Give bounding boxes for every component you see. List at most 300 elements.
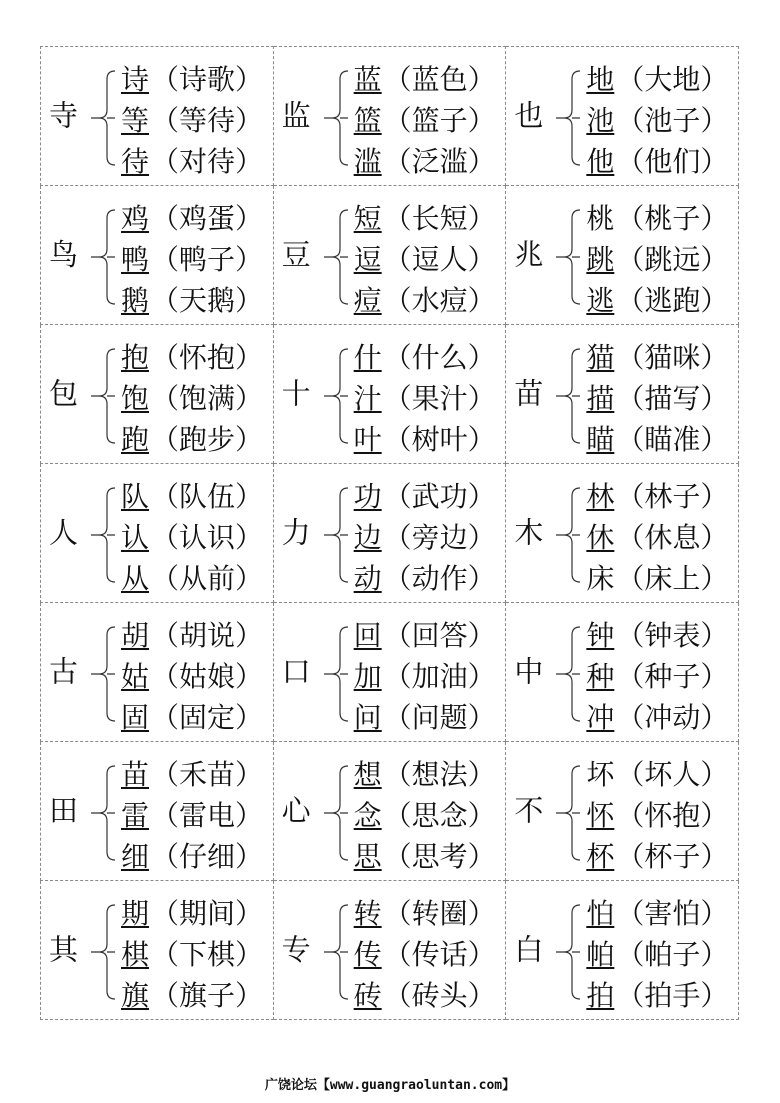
derived-item [354, 656, 496, 697]
grid-cell [273, 186, 506, 325]
example-word: （仔细） [151, 839, 264, 873]
example-word: （旗子） [151, 978, 264, 1012]
example-word: （害怕） [616, 896, 729, 930]
example-word: （他们） [616, 144, 729, 178]
derived-character: 从 [121, 561, 150, 595]
derived-character: 汁 [353, 381, 382, 415]
derived-item [354, 697, 496, 738]
character-group [274, 325, 506, 463]
derived-list [354, 476, 496, 599]
derived-list [121, 754, 263, 877]
example-word: （队伍） [151, 479, 264, 513]
grid-cell [41, 325, 274, 464]
example-word: （思考） [383, 839, 496, 873]
character-group [506, 881, 738, 1019]
derived-list [354, 337, 496, 460]
example-word: （思念） [383, 798, 496, 832]
derived-list [586, 476, 728, 599]
derived-list [586, 754, 728, 877]
example-word: （饱满） [151, 381, 264, 415]
example-word: （怀抱） [151, 340, 264, 374]
example-word: （猫咪） [616, 340, 729, 374]
example-word: （传话） [383, 937, 496, 971]
derived-character: 跑 [121, 422, 150, 456]
character-grid [40, 46, 739, 1020]
example-word: （树叶） [383, 422, 496, 456]
grid-cell [41, 47, 274, 186]
derived-character: 钟 [586, 618, 615, 652]
character-group [41, 47, 273, 185]
example-word: （动作） [383, 561, 496, 595]
derived-list [586, 337, 728, 460]
example-word: （蓝色） [383, 62, 496, 96]
example-word: （泛滥） [383, 144, 496, 178]
derived-character: 苗 [121, 757, 150, 791]
derived-character: 篮 [353, 103, 382, 137]
grid-row [41, 464, 739, 603]
example-word: （钟表） [616, 618, 729, 652]
derived-character: 桃 [586, 201, 615, 235]
example-word: （诗歌） [151, 62, 264, 96]
example-word: （床上） [616, 561, 729, 595]
base-character: 木 [514, 515, 544, 550]
derived-character: 传 [353, 937, 382, 971]
grid-body [41, 47, 739, 1020]
grid-cell [273, 742, 506, 881]
derived-item [121, 836, 263, 877]
brace-icon [85, 69, 121, 167]
derived-character: 叶 [353, 422, 382, 456]
derived-item [354, 836, 496, 877]
derived-item [354, 975, 496, 1016]
brace-icon [318, 69, 354, 167]
derived-character: 等 [121, 103, 150, 137]
derived-item [354, 198, 496, 239]
derived-item [121, 893, 263, 934]
derived-character: 饱 [121, 381, 150, 415]
base-character: 豆 [281, 237, 311, 272]
brace-icon [550, 764, 586, 862]
derived-list [354, 198, 496, 321]
derived-character: 冲 [586, 700, 615, 734]
derived-item [121, 476, 263, 517]
derived-list [586, 893, 728, 1016]
brace-icon [85, 486, 121, 584]
derived-item [586, 280, 728, 321]
derived-character: 拍 [586, 978, 615, 1012]
grid-cell [41, 603, 274, 742]
brace-icon [550, 625, 586, 723]
derived-list [121, 198, 263, 321]
grid-row [41, 603, 739, 742]
derived-list [354, 754, 496, 877]
derived-character: 待 [121, 144, 150, 178]
derived-character: 帕 [586, 937, 615, 971]
derived-item [121, 337, 263, 378]
base-character: 力 [281, 515, 311, 550]
derived-item [354, 141, 496, 182]
base-character: 兆 [514, 237, 544, 272]
derived-item [121, 239, 263, 280]
derived-list [121, 59, 263, 182]
example-word: （对待） [151, 144, 264, 178]
derived-item [121, 59, 263, 100]
character-group [41, 464, 273, 602]
example-word: （雷电） [151, 798, 264, 832]
character-group [274, 603, 506, 741]
derived-list [121, 615, 263, 738]
brace-icon [318, 347, 354, 445]
derived-character: 动 [353, 561, 382, 595]
derived-item [586, 517, 728, 558]
example-word: （加油） [383, 659, 496, 693]
character-group [506, 603, 738, 741]
character-group [274, 47, 506, 185]
derived-item [121, 934, 263, 975]
grid-cell [273, 603, 506, 742]
derived-item [586, 239, 728, 280]
derived-character: 坏 [586, 757, 615, 791]
derived-item [586, 934, 728, 975]
derived-item [586, 893, 728, 934]
base-character: 也 [514, 98, 544, 133]
derived-list [354, 615, 496, 738]
derived-item [354, 100, 496, 141]
example-word: （从前） [151, 561, 264, 595]
footer-site: 广饶论坛【www.guangraoluntan.com】 [264, 1078, 516, 1093]
derived-item [354, 280, 496, 321]
character-group [41, 186, 273, 324]
example-word: （认识） [151, 520, 264, 554]
derived-character: 细 [121, 839, 150, 873]
derived-item [354, 754, 496, 795]
base-character: 古 [49, 654, 79, 689]
character-group [41, 742, 273, 880]
derived-item [586, 558, 728, 599]
derived-item [121, 141, 263, 182]
derived-list [121, 337, 263, 460]
derived-item [121, 795, 263, 836]
example-word: （果汁） [383, 381, 496, 415]
derived-item [121, 615, 263, 656]
character-group [41, 603, 273, 741]
derived-character: 他 [586, 144, 615, 178]
example-word: （砖头） [383, 978, 496, 1012]
example-word: （固定） [151, 700, 264, 734]
grid-row [41, 186, 739, 325]
character-group [274, 742, 506, 880]
grid-cell [41, 464, 274, 603]
brace-icon [550, 486, 586, 584]
character-group [506, 47, 738, 185]
derived-item [354, 893, 496, 934]
brace-icon [550, 347, 586, 445]
derived-character: 念 [353, 798, 382, 832]
character-group [506, 325, 738, 463]
derived-list [586, 615, 728, 738]
derived-item [354, 239, 496, 280]
derived-item [586, 100, 728, 141]
character-group [506, 464, 738, 602]
brace-icon [85, 764, 121, 862]
derived-character: 认 [121, 520, 150, 554]
derived-character: 期 [121, 896, 150, 930]
base-character: 人 [49, 515, 79, 550]
derived-item [586, 795, 728, 836]
example-word: （天鹅） [151, 283, 264, 317]
example-word: （拍手） [616, 978, 729, 1012]
derived-item [586, 656, 728, 697]
example-word: （帕子） [616, 937, 729, 971]
derived-character: 思 [353, 839, 382, 873]
derived-character: 蓝 [353, 62, 382, 96]
grid-row [41, 47, 739, 186]
grid-cell [506, 881, 739, 1020]
example-word: （鸭子） [151, 242, 264, 276]
example-word: （篮子） [383, 103, 496, 137]
example-word: （转圈） [383, 896, 496, 930]
derived-item [586, 476, 728, 517]
derived-item [354, 615, 496, 656]
derived-list [586, 198, 728, 321]
grid-cell [506, 47, 739, 186]
example-word: （水痘） [383, 283, 496, 317]
base-character: 包 [49, 376, 79, 411]
derived-character: 队 [121, 479, 150, 513]
derived-list [121, 476, 263, 599]
brace-icon [318, 208, 354, 306]
grid-cell [273, 325, 506, 464]
example-word: （胡说） [151, 618, 264, 652]
derived-character: 诗 [121, 62, 150, 96]
derived-list [354, 893, 496, 1016]
example-word: （想法） [383, 757, 496, 791]
brace-icon [318, 486, 354, 584]
derived-item [586, 697, 728, 738]
character-group [274, 464, 506, 602]
derived-item [586, 836, 728, 877]
derived-character: 边 [353, 520, 382, 554]
character-group [274, 881, 506, 1019]
derived-character: 滥 [353, 144, 382, 178]
brace-icon [85, 625, 121, 723]
derived-character: 回 [353, 618, 382, 652]
derived-item [121, 975, 263, 1016]
derived-character: 种 [586, 659, 615, 693]
grid-cell [273, 47, 506, 186]
derived-item [121, 198, 263, 239]
grid-cell [506, 742, 739, 881]
derived-item [354, 476, 496, 517]
example-word: （问题） [383, 700, 496, 734]
derived-character: 鹅 [121, 283, 150, 317]
derived-item [586, 754, 728, 795]
derived-item [586, 337, 728, 378]
example-word: （禾苗） [151, 757, 264, 791]
base-character: 口 [281, 654, 311, 689]
example-word: （期间） [151, 896, 264, 930]
base-character: 其 [49, 932, 79, 967]
derived-character: 池 [586, 103, 615, 137]
base-character: 苗 [514, 376, 544, 411]
derived-item [586, 141, 728, 182]
derived-item [354, 337, 496, 378]
brace-icon [85, 347, 121, 445]
derived-character: 杯 [586, 839, 615, 873]
example-word: （瞄准） [616, 422, 729, 456]
example-word: （大地） [616, 62, 729, 96]
base-character: 专 [281, 932, 311, 967]
grid-cell [273, 464, 506, 603]
example-word: （逗人） [383, 242, 496, 276]
example-word: （怀抱） [616, 798, 729, 832]
derived-character: 描 [586, 381, 615, 415]
derived-character: 痘 [353, 283, 382, 317]
derived-item [121, 100, 263, 141]
derived-character: 胡 [121, 618, 150, 652]
brace-icon [550, 903, 586, 1001]
derived-character: 棋 [121, 937, 150, 971]
brace-icon [318, 764, 354, 862]
derived-item [586, 615, 728, 656]
derived-item [121, 754, 263, 795]
brace-icon [85, 208, 121, 306]
example-word: （武功） [383, 479, 496, 513]
character-group [506, 742, 738, 880]
character-group [41, 325, 273, 463]
derived-list [354, 59, 496, 182]
grid-row [41, 881, 739, 1020]
derived-item [586, 419, 728, 460]
example-word: （冲动） [616, 700, 729, 734]
base-character: 不 [514, 793, 544, 828]
example-word: （桃子） [616, 201, 729, 235]
derived-character: 鸭 [121, 242, 150, 276]
derived-item [586, 378, 728, 419]
derived-list [121, 893, 263, 1016]
example-word: （旁边） [383, 520, 496, 554]
derived-character: 怀 [586, 798, 615, 832]
derived-character: 问 [353, 700, 382, 734]
derived-character: 逃 [586, 283, 615, 317]
example-word: （长短） [383, 201, 496, 235]
example-word: （杯子） [616, 839, 729, 873]
example-word: （等待） [151, 103, 264, 137]
derived-character: 逗 [353, 242, 382, 276]
derived-character: 怕 [586, 896, 615, 930]
derived-character: 什 [353, 340, 382, 374]
grid-cell [273, 881, 506, 1020]
grid-cell [506, 325, 739, 464]
grid-cell [506, 603, 739, 742]
base-character: 白 [514, 932, 544, 967]
example-word: （描写） [616, 381, 729, 415]
example-word: （林子） [616, 479, 729, 513]
base-character: 中 [514, 654, 544, 689]
derived-character: 砖 [353, 978, 382, 1012]
derived-character: 床 [586, 561, 615, 595]
grid-cell [41, 186, 274, 325]
derived-character: 短 [353, 201, 382, 235]
grid-cell [506, 186, 739, 325]
example-word: （坏人） [616, 757, 729, 791]
brace-icon [318, 625, 354, 723]
base-character: 心 [281, 793, 311, 828]
derived-item [586, 975, 728, 1016]
derived-item [121, 378, 263, 419]
derived-character: 林 [586, 479, 615, 513]
example-word: （种子） [616, 659, 729, 693]
base-character: 寺 [49, 98, 79, 133]
base-character: 监 [281, 98, 311, 133]
derived-item [121, 419, 263, 460]
derived-character: 旗 [121, 978, 150, 1012]
derived-list [586, 59, 728, 182]
brace-icon [550, 69, 586, 167]
example-word: （回答） [383, 618, 496, 652]
example-word: （池子） [616, 103, 729, 137]
derived-item [354, 378, 496, 419]
derived-character: 固 [121, 700, 150, 734]
derived-item [121, 558, 263, 599]
derived-character: 瞄 [586, 422, 615, 456]
derived-item [586, 198, 728, 239]
derived-character: 姑 [121, 659, 150, 693]
derived-character: 抱 [121, 340, 150, 374]
grid-row [41, 742, 739, 881]
example-word: （下棋） [151, 937, 264, 971]
derived-character: 鸡 [121, 201, 150, 235]
brace-icon [550, 208, 586, 306]
derived-character: 休 [586, 520, 615, 554]
character-group [41, 881, 273, 1019]
derived-item [354, 795, 496, 836]
derived-item [354, 419, 496, 460]
base-character: 十 [281, 376, 311, 411]
base-character: 鸟 [49, 237, 79, 272]
derived-item [121, 517, 263, 558]
example-word: （什么） [383, 340, 496, 374]
derived-item [586, 59, 728, 100]
example-word: （跳远） [616, 242, 729, 276]
grid-cell [506, 464, 739, 603]
derived-character: 加 [353, 659, 382, 693]
derived-character: 转 [353, 896, 382, 930]
example-word: （跑步） [151, 422, 264, 456]
derived-character: 想 [353, 757, 382, 791]
derived-item [121, 280, 263, 321]
derived-character: 功 [353, 479, 382, 513]
example-word: （休息） [616, 520, 729, 554]
character-group [506, 186, 738, 324]
derived-character: 地 [586, 62, 615, 96]
derived-item [354, 59, 496, 100]
derived-item [121, 697, 263, 738]
example-word: （鸡蛋） [151, 201, 264, 235]
derived-character: 雷 [121, 798, 150, 832]
derived-character: 猫 [586, 340, 615, 374]
derived-character: 跳 [586, 242, 615, 276]
brace-icon [85, 903, 121, 1001]
derived-item [354, 517, 496, 558]
grid-row [41, 325, 739, 464]
brace-icon [318, 903, 354, 1001]
grid-cell [41, 742, 274, 881]
derived-item [121, 656, 263, 697]
base-character: 田 [49, 793, 79, 828]
example-word: （逃跑） [616, 283, 729, 317]
grid-cell [41, 881, 274, 1020]
